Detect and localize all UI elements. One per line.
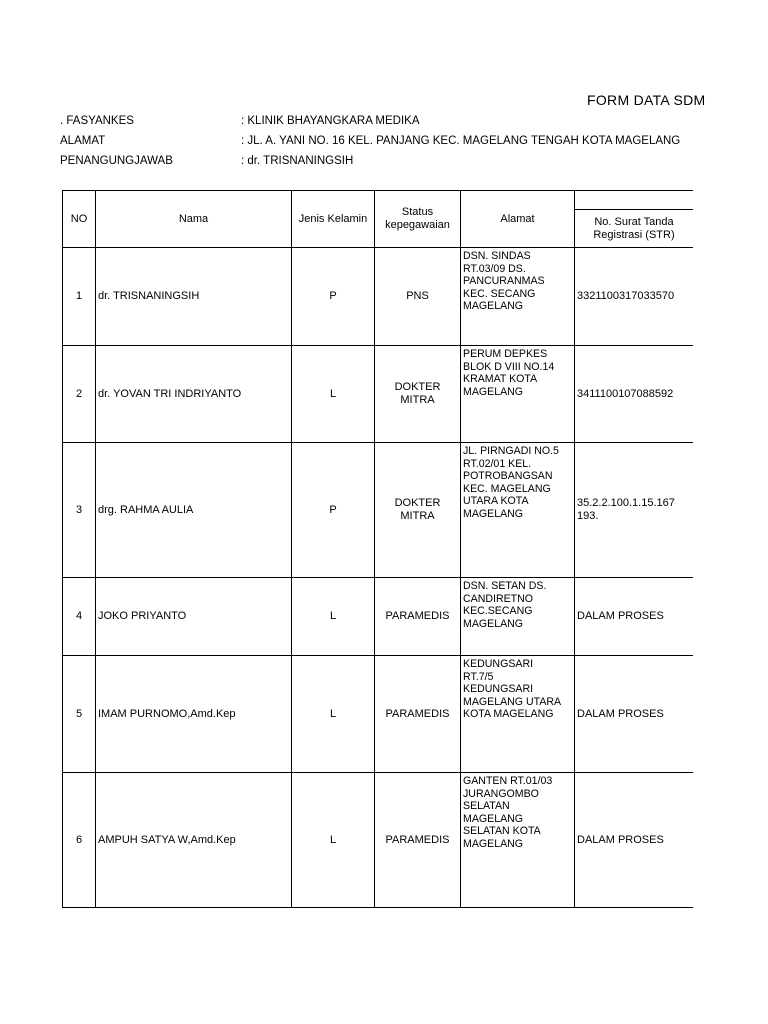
row-3-status: DOKTER MITRA xyxy=(394,497,441,522)
row-3-nama: drg. RAHMA AULIA xyxy=(98,503,194,516)
row-4-no: 4 xyxy=(75,610,83,622)
row-4-alamat: DSN. SETAN DS. CANDIRETNO KEC.SECANG MAGELANG xyxy=(463,580,547,630)
row-5-alamat: KEDUNGSARI RT.7/5 KEDUNGSARI MAGELANG UTARA KOTA MAGELANG xyxy=(463,658,562,721)
row-2-no: 2 xyxy=(75,387,83,400)
row-1-str: 3321100317033570 xyxy=(577,290,675,302)
row-6-alamat: GANTEN RT.01/03 JURANGOMBO SELATAN MAGELANG SELATAN KOTA MAGELANG xyxy=(463,775,553,850)
row-3-alamat: JL. PIRNGADI NO.5 RT.02/01 KEL. POTROBANGSAN KEC. MAGELANG UTARA KOTA MAGELANG xyxy=(463,445,559,520)
row-6-nama: AMPUH SATYA W,Amd.Kep xyxy=(98,833,236,846)
form-title: FORM DATA SDM xyxy=(587,92,706,108)
info-label-alamat: ALAMAT xyxy=(60,135,106,147)
row-1-status: PNS xyxy=(406,290,429,302)
row-5-nama: IMAM PURNOMO,Amd.Kep xyxy=(98,707,236,720)
row-2-alamat: PERUM DEPKES BLOK D VIII NO.14 KRAMAT KOTA MAGELANG xyxy=(463,348,555,398)
row-4-jenis-kelamin: L xyxy=(329,610,337,622)
row-4-str: DALAM PROSES xyxy=(577,610,664,622)
row-6-no: 6 xyxy=(75,833,83,846)
row-3-no: 3 xyxy=(75,503,83,516)
header-nama: Nama xyxy=(178,212,209,225)
row-1-alamat: DSN. SINDAS RT.03/09 DS. PANCURANMAS KEC. SECANG MAGELANG xyxy=(463,250,545,313)
row-6-str: DALAM PROSES xyxy=(577,833,664,846)
info-label-fasyankes: . FASYANKES xyxy=(60,115,134,127)
row-1-jenis-kelamin: P xyxy=(329,290,337,302)
info-value-penanggungjawab: : dr. TRISNANINGSIH xyxy=(241,155,354,167)
row-2-jenis-kelamin: L xyxy=(329,387,337,400)
info-value-fasyankes: : KLINIK BHAYANGKARA MEDIKA xyxy=(241,115,420,127)
row-5-status: PARAMEDIS xyxy=(385,707,450,720)
row-3-jenis-kelamin: P xyxy=(329,503,337,516)
row-6-jenis-kelamin: L xyxy=(329,833,337,846)
row-4-nama: JOKO PRIYANTO xyxy=(98,610,187,622)
row-1-no: 1 xyxy=(75,290,83,302)
header-alamat: Alamat xyxy=(500,212,535,225)
row-1-nama: dr. TRISNANINGSIH xyxy=(98,290,200,302)
row-2-status: DOKTER MITRA xyxy=(394,381,441,406)
header-str: No. Surat Tanda Registrasi (STR) xyxy=(593,215,675,241)
row-5-no: 5 xyxy=(75,707,83,720)
row-5-jenis-kelamin: L xyxy=(329,707,337,720)
sdm-table xyxy=(62,190,693,910)
row-2-str: 3411100107088592 xyxy=(577,387,674,400)
header-status: Status kepegawaian xyxy=(385,206,450,231)
header-no: NO xyxy=(70,212,88,225)
info-label-penanggungjawab: PENANGUNGJAWAB xyxy=(60,155,173,167)
row-4-status: PARAMEDIS xyxy=(385,610,450,622)
row-3-str: 35.2.2.100.1.15.167 193. xyxy=(577,497,675,522)
info-value-alamat: : JL. A. YANI NO. 16 KEL. PANJANG KEC. MAGELANG TENGAH KOTA MAGELANG xyxy=(241,135,681,147)
header-jenis-kelamin: Jenis Kelamin xyxy=(298,212,368,225)
row-6-status: PARAMEDIS xyxy=(385,833,450,846)
row-2-nama: dr. YOVAN TRI INDRIYANTO xyxy=(98,387,242,400)
row-5-str: DALAM PROSES xyxy=(577,707,664,720)
